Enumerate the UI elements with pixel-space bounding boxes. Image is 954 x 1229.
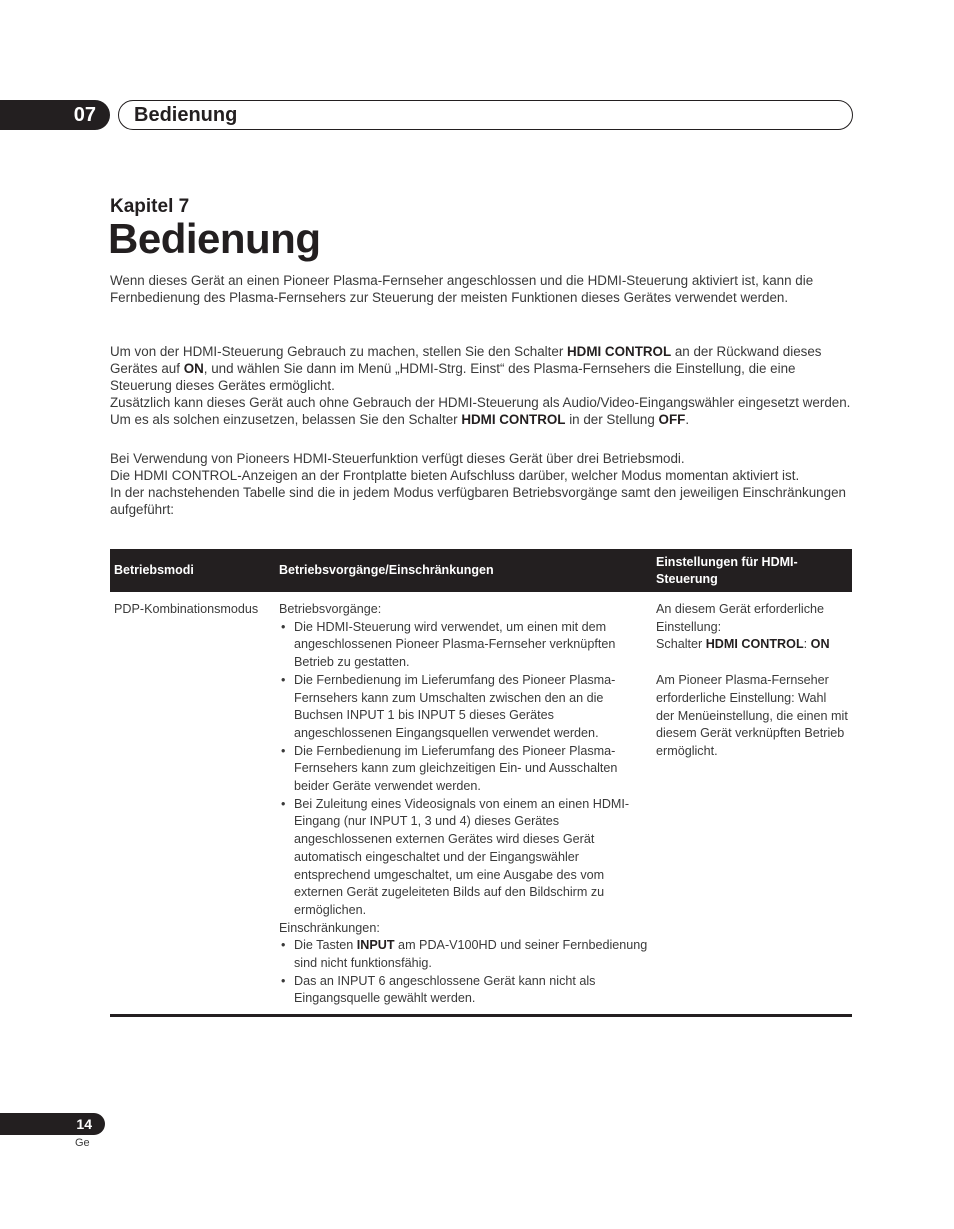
chapter-header-title: Bedienung <box>134 103 238 126</box>
paragraph-2: Um von der HDMI-Steuerung Gebrauch zu machen, stellen Sie den Schalter HDMI CONTROL an der Rückwand dieses Gerätes auf ON, und wählen Sie dann im Menü „HDMI-Strg. Einst“ des Plasma-Fernsehers die Einstellung, die eine Steuerung dieses Gerätes ermöglicht. <box>110 344 822 393</box>
settings-unit: An diesem Gerät erforderliche Einstellung: <box>656 602 824 634</box>
hdmi-paragraph-block <box>110 343 855 428</box>
list-item: • Die HDMI-Steuerung wird verwendet, um einen mit dem angeschlossenen Pioneer Plasma-Fernseher verknüpften Betrieb zu gestatten. <box>279 619 648 672</box>
cell-operations <box>275 592 652 1014</box>
chapter-header <box>118 100 853 130</box>
list-item: • Die Tasten INPUT am PDA-V100HD und seiner Fernbedienung sind nicht funktionsfähig. <box>279 937 648 972</box>
header-modes: Betriebsmodi <box>110 549 275 592</box>
cell-settings <box>652 592 852 1014</box>
operations-list <box>279 619 648 920</box>
table-bottom-rule <box>110 1014 852 1017</box>
chapter-number: 07 <box>73 103 96 126</box>
paragraph-6: In der nachstehenden Tabelle sind die in jedem Modus verfügbaren Betriebsvorgänge samt den jeweiligen Einschränkungen aufgeführt: <box>110 485 846 517</box>
table-header-row <box>110 549 852 592</box>
list-item: • Die Fernbedienung im Lieferumfang des Pioneer Plasma-Fernsehers kann zum gleichzeitigen Ein- und Ausschalten beider Geräte verwendet werden. <box>279 743 648 796</box>
limits-label: Einschränkungen: <box>279 920 380 935</box>
settings-switch: Schalter HDMI CONTROL: ON <box>656 637 830 652</box>
page-number-tab <box>0 1113 105 1135</box>
list-item: • Bei Zuleitung eines Videosignals von einem an einen HDMI-Eingang (nur INPUT 1, 3 und 4) dieses Gerätes angeschlossenen externen Gerätes wird dieses Gerät automatisch eingeschaltet und der Eingangswähler entsprechend umgeschaltet, um eine Ausgabe des vom externen Gerät zugeleiteten Bilds auf den Bildschirm zu ermöglichen. <box>279 796 648 920</box>
operations-label: Betriebsvorgänge: <box>279 602 382 616</box>
paragraph-1: Wenn dieses Gerät an einen Pioneer Plasma-Fernseher angeschlossen und die HDMI-Steuerung aktiviert ist, kann die Fernbedienung des Plasma-Fernsehers zur Steuerung der meisten Funktionen dieses Gerätes verwendet werden. <box>110 273 814 305</box>
paragraph-5: Die HDMI CONTROL-Anzeigen an der Frontplatte bieten Aufschluss darüber, welcher Modus momentan aktiviert ist. <box>110 468 800 483</box>
settings-plasma: Am Pioneer Plasma-Fernseher erforderliche Einstellung: Wahl der Menüeinstellung, die einen mit diesem Gerät verknüpften Betrieb ermöglicht. <box>656 673 848 758</box>
modes-paragraph-block <box>110 450 855 518</box>
intro-paragraph <box>110 272 855 306</box>
list-item: • Die Fernbedienung im Lieferumfang des Pioneer Plasma-Fernsehers kann zum Umschalten zwischen den an die Buchsen INPUT 1 bis INPUT 5 dieses Gerätes angeschlossenen Eingangsquellen verwendet werden. <box>279 672 648 743</box>
chapter-number-tab <box>0 100 110 130</box>
header-operations: Betriebsvorgänge/Einschränkungen <box>275 549 652 592</box>
page-number: 14 <box>76 1116 92 1132</box>
spacer <box>656 654 848 672</box>
limits-list <box>279 937 648 1008</box>
language-code: Ge <box>75 1137 90 1149</box>
table-row <box>110 592 852 1014</box>
paragraph-3: Zusätzlich kann dieses Gerät auch ohne Gebrauch der HDMI-Steuerung als Audio/Video-Eingangswähler eingesetzt werden. Um es als solchen einzusetzen, belassen Sie den Schalter HDMI CONTROL in der Stellung OFF. <box>110 395 851 427</box>
modes-table <box>110 549 852 1017</box>
kapitel-label: Kapitel 7 <box>110 196 190 217</box>
page-title: Bedienung <box>108 215 321 262</box>
paragraph-4: Bei Verwendung von Pioneers HDMI-Steuerfunktion verfügt dieses Gerät über drei Betriebsmodi. <box>110 451 685 466</box>
list-item: • Das an INPUT 6 angeschlossene Gerät kann nicht als Eingangsquelle gewählt werden. <box>279 973 648 1008</box>
header-settings: Einstellungen für HDMI-Steuerung <box>652 549 852 592</box>
cell-mode: PDP-Kombinationsmodus <box>114 602 259 616</box>
